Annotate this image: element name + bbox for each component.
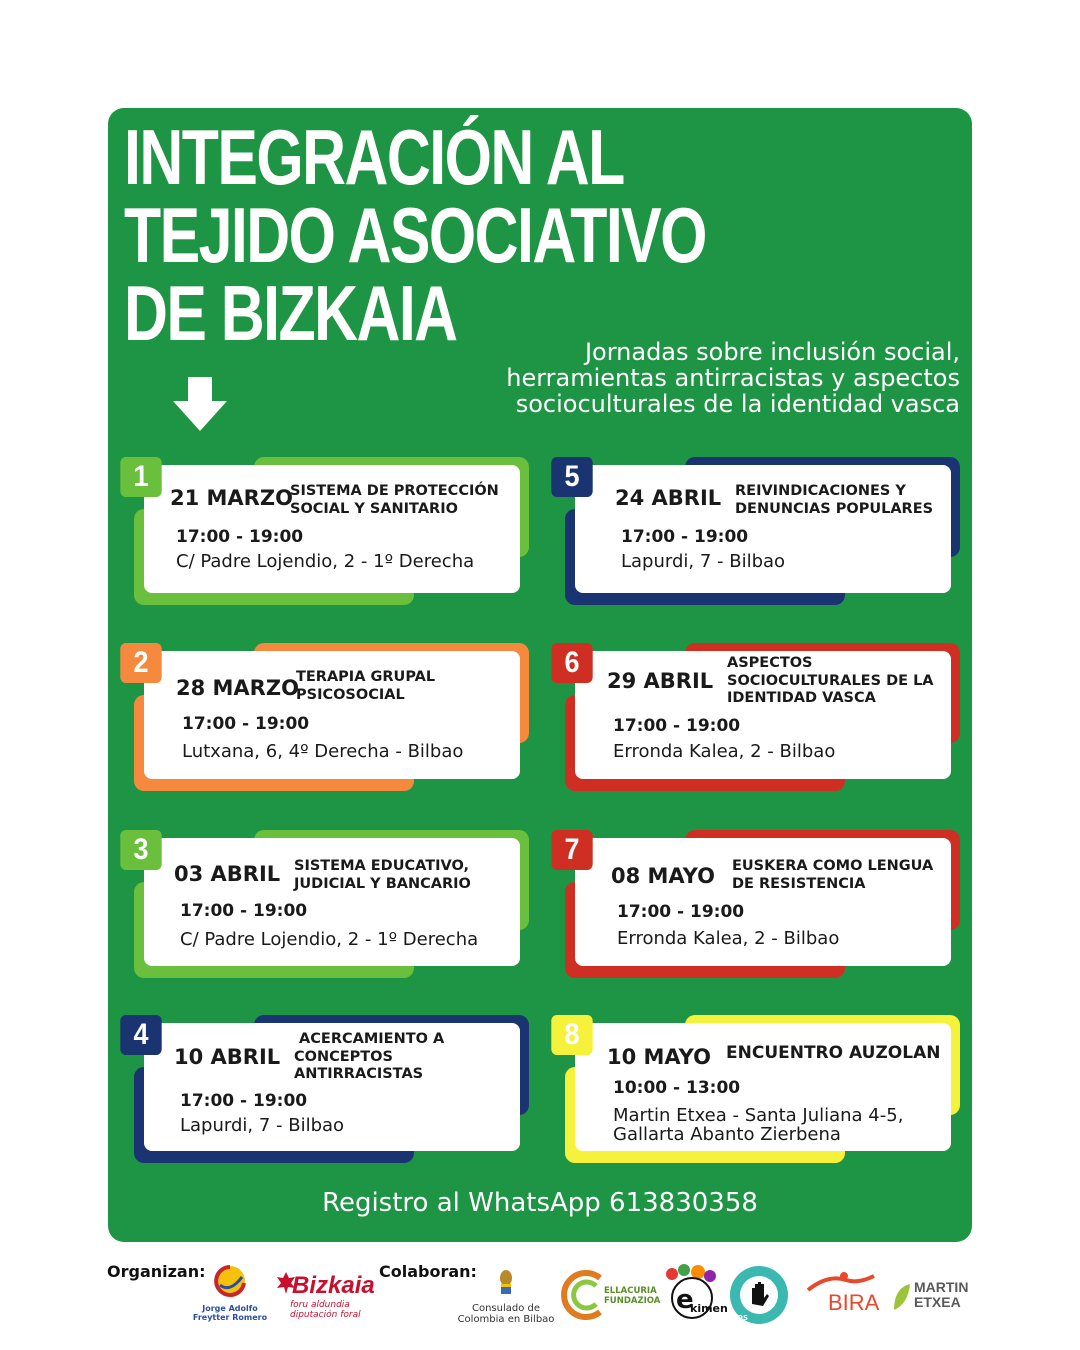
session-topic-line: SISTEMA DE PROTECCIÓN — [290, 483, 499, 499]
bizkaia-sub-1: foru aldundia — [290, 1300, 350, 1310]
jorge-freytter-logo — [190, 1263, 270, 1327]
title-line-3: DE BIZKAIA — [124, 269, 457, 357]
session-place — [613, 742, 835, 761]
session-topic-line: ASPECTOS — [727, 655, 813, 671]
jorge-line-2: Freytter Romero — [192, 1313, 268, 1322]
session-date: 29 ABRIL — [607, 669, 714, 693]
session-topic-line: ENCUENTRO AUZOLAN — [726, 1043, 941, 1063]
jorge-freytter-emblem-icon — [190, 1263, 270, 1299]
bizkaia-sub-2: diputación foral — [290, 1310, 361, 1320]
session-topic-line: ANTIRRACISTAS — [294, 1066, 424, 1082]
subtitle-line-3: socioculturales de la identidad vasca — [515, 390, 960, 418]
session-card — [133, 643, 559, 791]
bira-logo — [798, 1270, 882, 1320]
colaboran-label: Colaboran: — [379, 1262, 477, 1281]
organizan-label: Organizan: — [107, 1262, 206, 1281]
session-topic — [726, 1045, 940, 1063]
ekimen-wordmark: kimen — [690, 1302, 728, 1315]
session-place-line: Lapurdi, 7 - Bilbao — [621, 551, 786, 572]
session-topic-line: PSICOSOCIAL — [296, 686, 405, 703]
session-place — [621, 552, 785, 571]
session-time: 17:00 - 19:00 — [176, 527, 304, 547]
subtitle-line-2: herramientas antirracistas y aspectos — [506, 364, 960, 392]
session-card — [564, 643, 990, 791]
session-date: 21 MARZO — [170, 486, 293, 510]
martin-etxea-logo — [892, 1278, 972, 1318]
session-number-badge: 3 — [120, 830, 161, 870]
session-card — [564, 830, 990, 978]
session-number-badge: 4 — [120, 1015, 161, 1055]
ekimen-logo — [662, 1264, 728, 1326]
session-card — [564, 457, 990, 605]
session-topic-line: CONCEPTOS — [294, 1048, 393, 1065]
martin-line-1: MARTIN — [914, 1279, 969, 1295]
session-time: 17:00 - 19:00 — [617, 902, 745, 922]
consulado-line-1: Consulado de — [471, 1303, 541, 1314]
session-time: 17:00 - 19:00 — [182, 714, 310, 734]
ellacuria-logo — [560, 1270, 661, 1324]
bira-wordmark: BIRA — [828, 1290, 880, 1315]
session-place-line: C/ Padre Lojendio, 2 - 1º Derecha — [176, 551, 475, 572]
session-place-line: Lapurdi, 7 - Bilbao — [180, 1115, 345, 1136]
session-date: 03 ABRIL — [174, 862, 281, 886]
session-date: 10 ABRIL — [174, 1045, 281, 1069]
session-number-badge: 5 — [551, 457, 592, 497]
page-title — [124, 113, 706, 357]
session-place — [180, 930, 478, 949]
session-topic-line: EUSKERA COMO LENGUA — [732, 858, 934, 874]
session-date: 10 MAYO — [607, 1045, 711, 1069]
down-arrow-icon — [173, 377, 227, 431]
session-number-badge: 1 — [120, 457, 161, 497]
session-place-line: Erronda Kalea, 2 - Bilbao — [617, 928, 840, 949]
session-place-line: Erronda Kalea, 2 - Bilbao — [613, 741, 836, 762]
session-place — [180, 1116, 344, 1135]
session-place — [617, 929, 839, 948]
session-place-line: Martin Etxea - Santa Juliana 4-5, — [613, 1105, 904, 1126]
sos-label: SOS — [732, 1314, 749, 1322]
session-card — [133, 457, 559, 605]
martin-etxea-leaf-icon — [892, 1282, 912, 1312]
session-place-line: Lutxana, 6, 4º Derecha - Bilbao — [182, 741, 464, 762]
session-topic-line: IDENTIDAD VASCA — [727, 690, 876, 706]
jorge-line-1: Jorge Adolfo — [202, 1304, 258, 1313]
ellacuria-line-1: ELLACURIA — [604, 1286, 657, 1296]
session-number-badge: 7 — [551, 830, 592, 870]
session-place — [176, 552, 474, 571]
ellacuria-emblem-icon — [560, 1270, 604, 1320]
consulado-line-2: Colombia en Bilbao — [457, 1314, 555, 1325]
session-time: 10:00 - 13:00 — [613, 1078, 741, 1098]
consulado-logo — [456, 1268, 556, 1328]
session-place-line: C/ Padre Lojendio, 2 - 1º Derecha — [180, 929, 479, 950]
session-time: 17:00 - 19:00 — [621, 527, 749, 547]
session-date: 28 MARZO — [176, 676, 299, 700]
subtitle — [480, 339, 960, 417]
whatsapp-registration: Registro al WhatsApp 613830358 — [322, 1188, 758, 1218]
session-topic — [294, 858, 471, 893]
subtitle-line-1: Jornadas sobre inclusión social, — [584, 338, 960, 366]
session-topic-line: JUDICIAL Y BANCARIO — [294, 875, 471, 892]
session-topic-line: SOCIAL Y SANITARIO — [290, 500, 458, 517]
session-topic — [735, 483, 933, 518]
session-number-badge: 8 — [551, 1015, 592, 1055]
session-topic-line: REIVINDICACIONES Y — [735, 483, 906, 499]
session-place-line: Gallarta Abanto Zierbena — [613, 1124, 841, 1145]
session-time: 17:00 - 19:00 — [180, 901, 308, 921]
colombia-coat-of-arms-icon — [456, 1268, 556, 1298]
session-date: 24 ABRIL — [615, 486, 722, 510]
session-number-badge: 6 — [551, 643, 592, 683]
session-topic-line: SISTEMA EDUCATIVO, — [294, 858, 469, 874]
ellacuria-line-2: FUNDAZIOA — [604, 1296, 661, 1306]
bizkaia-logo — [276, 1272, 376, 1322]
sos-racismo-logo — [728, 1264, 790, 1326]
session-card — [133, 830, 559, 978]
session-time: 17:00 - 19:00 — [613, 716, 741, 736]
session-topic-line: TERAPIA GRUPAL — [296, 669, 436, 685]
session-topic — [727, 655, 934, 708]
session-place — [182, 742, 463, 761]
title-line-1: INTEGRACIÓN AL — [124, 113, 624, 201]
session-topic — [294, 1031, 444, 1084]
svg-text:e: e — [676, 1285, 694, 1315]
session-topic-line: ACERCAMIENTO A — [294, 1031, 445, 1047]
session-place — [613, 1106, 903, 1144]
session-topic-line: SOCIOCULTURALES DE LA — [727, 672, 934, 689]
session-card — [133, 1015, 559, 1163]
session-number-badge: 2 — [120, 643, 161, 683]
session-card — [564, 1015, 990, 1163]
session-topic — [290, 483, 499, 518]
bizkaia-wordmark: Bizkaia — [292, 1272, 375, 1299]
session-date: 08 MAYO — [611, 864, 715, 888]
title-line-2: TEJIDO ASOCIATIVO — [124, 191, 706, 279]
session-topic-line: DENUNCIAS POPULARES — [735, 500, 934, 517]
session-topic-line: DE RESISTENCIA — [732, 875, 866, 892]
session-topic — [732, 858, 933, 893]
ekimen-emblem-icon — [662, 1264, 722, 1326]
session-time: 17:00 - 19:00 — [180, 1091, 308, 1111]
martin-line-2: ETXEA — [914, 1294, 961, 1310]
session-topic — [296, 669, 435, 704]
